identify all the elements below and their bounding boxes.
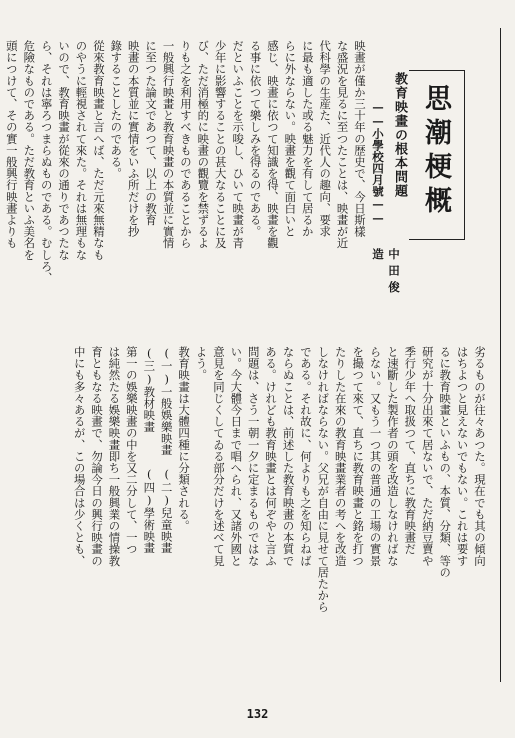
text-column: 映畫の本質並に實情をいふ所だけを抄	[126, 40, 141, 238]
text-column: よう。	[194, 346, 209, 381]
text-column: のやうに輕視されて來た。それは無理もな	[74, 40, 89, 261]
text-column: を撮つて來て、直ちに教育映畫と銘を打つ	[351, 346, 366, 567]
text-column: りも之を利用すべきものであることから	[178, 40, 193, 249]
upper-right-text-block	[4, 40, 368, 344]
text-column: である。それ故に、何よりも之を知らねば	[298, 346, 313, 567]
text-column: 劣るものが往々あつた。現在でも其の傾向	[473, 346, 487, 567]
page-number: 132	[246, 707, 269, 721]
text-column: る事に依つて樂しみを得るのである。	[248, 40, 263, 238]
section-title: 思潮梗概	[420, 84, 451, 220]
column-divider	[500, 28, 501, 682]
text-column: るに教育映畫といふもの、本質、分類、等の	[438, 346, 453, 578]
text-column: な盛況を見るに至つたことは、映畫が近	[335, 40, 350, 249]
text-column: 教育映畫は大體四種に分類される。	[177, 346, 192, 532]
text-column: ある。けれども教育映畫とは何ぞやと言ふ	[264, 346, 279, 567]
text-column: に至つた論文であつて、以上の教育	[144, 40, 159, 226]
text-column: に最も適した或る魅力を有して居るか	[300, 40, 315, 238]
text-column: だといふことを示唆し、ひいて映畫が青	[231, 40, 246, 249]
text-column: 映畫が僅か三十年の歴史で、今日斯樣	[353, 40, 367, 238]
text-column: は純然たる娛樂映畫即ち一般興業の情操教	[107, 346, 122, 567]
text-column: 頭につけて、その實一般興行映畫よりも	[4, 40, 19, 249]
text-column: ら、それは寧ろつまらぬものである。むしろ、	[39, 40, 54, 284]
text-column: 感じ、映畫に依つて知識を得、映畫を觀	[265, 40, 280, 249]
text-column: 季行少年へ取扱つて、直ちに教育映畫だ	[403, 346, 418, 555]
text-column: らに外ならない。映畫を觀て面白いと	[283, 40, 298, 238]
lower-text-block	[18, 346, 488, 686]
text-column: 中にも多々あるが、この場合は少くとも、	[72, 346, 87, 567]
article-title: 教育映畫の根本問題	[392, 72, 407, 198]
text-column: 意見を同じくしてゐる部分だけを述べて見	[211, 346, 226, 567]
text-column: 錄することしたのである。	[109, 40, 124, 180]
text-column: 問題は、さう一朝一夕に定まるものではな	[246, 346, 261, 567]
text-column: 第一の娛樂映畫の中を又二分して、一つ	[124, 346, 139, 555]
text-column: はちよつと見えないでもない。これは要す	[455, 346, 470, 567]
text-column: たりした在來の教育映畫業者の考へを改造	[333, 346, 348, 567]
text-column: ならぬことは、前述した教育映畫の本質で	[281, 346, 296, 567]
text-column: い。今大體今日まで唱へられ、又諸外國と	[229, 346, 244, 567]
article-subheading: ——小學校四月號——	[371, 100, 385, 225]
text-column: 危險なものである。ただ教育といふ美名を	[22, 40, 37, 261]
text-column: らない。又もう一つ其の普通の工場の實景	[368, 346, 383, 567]
text-column: 少年に影響することの甚大なることに及	[213, 40, 228, 249]
text-column: 代科學の生産た、近代人の趣向、要求	[318, 40, 333, 238]
text-column: しなければならない。父兄が自由に見せて居たから	[316, 346, 331, 613]
text-column: (一)一般娛樂映畫 (二)兒童映畫	[159, 346, 174, 554]
text-column: (三)教材映畫 (四)學術映畫	[142, 346, 157, 554]
text-column: 從來教育映畫と言へば、ただ元來無精なも	[91, 40, 106, 261]
text-column: いので、教育映畫が從來の通りであつたな	[57, 40, 72, 261]
text-column: 一般興行映畫と教育映畫の本質並に實情	[161, 40, 176, 249]
text-column: 育ともなる映畫で、勿論今日の興行映畫の	[90, 346, 105, 567]
text-column: と速斷した製作者の頭を改造しなければな	[385, 346, 400, 567]
article-author: 中田俊造	[371, 248, 401, 298]
text-column: び、ただ消極的に映畫の觀覽を禁ずるよ	[196, 40, 211, 249]
text-column: 研究が十分出來て居ないで、ただ納豆賣や	[420, 346, 435, 567]
